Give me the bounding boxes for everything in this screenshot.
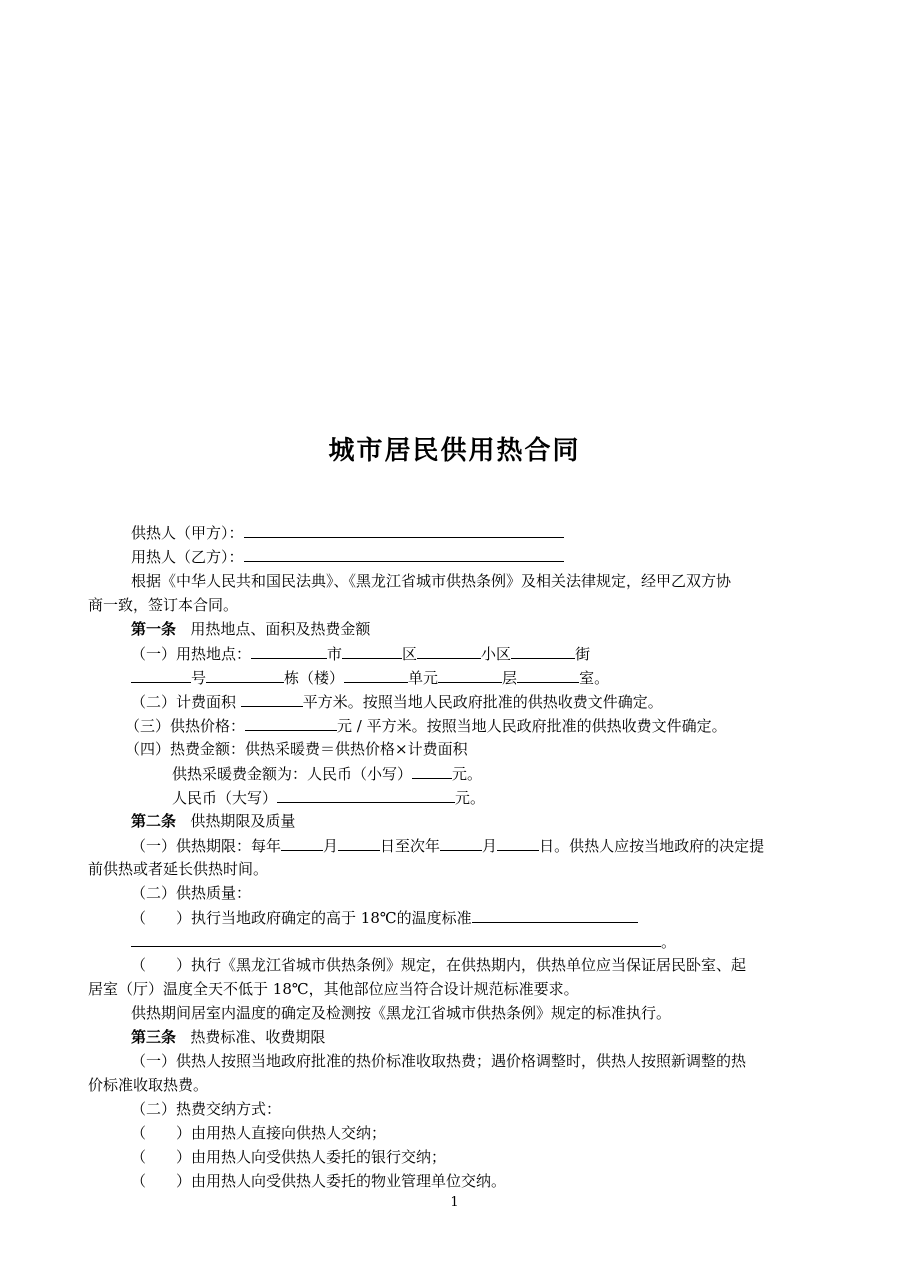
community-blank xyxy=(417,643,481,659)
fee-upper-label: 人民币（大写） xyxy=(172,789,278,807)
article-3-number: 第三条 xyxy=(131,1028,177,1046)
price-label: （三）供热价格： xyxy=(125,717,246,735)
number-blank xyxy=(131,667,191,683)
party-a-label: 供热人（甲方）： xyxy=(131,524,244,542)
party-b-blank xyxy=(244,546,564,562)
quality-option-1-end: 。 xyxy=(661,933,677,951)
party-b-label: 用热人（乙方）： xyxy=(131,548,244,566)
area-blank xyxy=(241,691,303,707)
fee-amount-lower-line xyxy=(172,763,482,784)
city-blank xyxy=(251,643,327,659)
article-2-number: 第二条 xyxy=(131,812,177,830)
page-number: 1 xyxy=(450,1195,459,1210)
unit-blank xyxy=(344,667,408,683)
city-label: 市 xyxy=(327,645,343,663)
article-3-item-1-line-1: （一）供热人按照当地政府批准的热价标准收取热费；遇价格调整时，供热人按照新调整的热 xyxy=(131,1052,747,1070)
article-1-number: 第一条 xyxy=(131,620,177,638)
fee-upper-unit: 元。 xyxy=(455,789,486,807)
fee-lower-label: 供热采暖费金额为：人民币（小写） xyxy=(172,765,413,783)
community-label: 小区 xyxy=(481,645,512,663)
unit-label: 单元 xyxy=(408,669,439,687)
party-b-line xyxy=(131,546,564,567)
article-1-item-2 xyxy=(131,691,663,712)
article-2-heading xyxy=(131,811,295,831)
floor-label: 层 xyxy=(502,669,518,687)
quality-option-1-blank-2 xyxy=(131,931,661,947)
article-2-item-2: （二）供热质量： xyxy=(131,884,252,902)
article-2-item-1-line-2: 前供热或者延长供热时间。 xyxy=(88,860,269,878)
fee-lower-blank xyxy=(412,763,452,779)
quality-option-2-line-1: （ ）执行《黑龙江省城市供热条例》规定，在供热期内，供热单位应当保证居民卧室、起 xyxy=(131,956,747,974)
article-3-heading xyxy=(131,1027,325,1047)
area-text: 平方米。按照当地人民政府批准的供热收费文件确定。 xyxy=(302,693,663,711)
article-1-title: 用热地点、面积及热费金额 xyxy=(190,620,371,638)
party-a-blank xyxy=(244,522,564,538)
street-blank xyxy=(511,643,575,659)
payment-option-direct: （ ）由用热人直接向供热人交纳； xyxy=(131,1124,387,1142)
street-label: 街 xyxy=(575,645,591,663)
location-label: （一）用热地点： xyxy=(131,645,252,663)
payment-option-property: （ ）由用热人向受供热人委托的物业管理单位交纳。 xyxy=(131,1172,507,1190)
end-month-label: 月 xyxy=(482,837,498,855)
article-1-item-4: （四）热费金额：供热采暖费＝供热价格×计费面积 xyxy=(125,740,468,758)
period-label: （一）供热期限：每年 xyxy=(131,837,282,855)
district-blank xyxy=(342,643,402,659)
quality-option-1-blank xyxy=(472,907,638,923)
fee-amount-upper-line xyxy=(172,787,485,808)
building-blank xyxy=(206,667,284,683)
article-1-item-3 xyxy=(125,715,727,736)
area-label: （二）计费面积 xyxy=(131,693,237,711)
start-day-blank xyxy=(338,835,380,851)
start-day-label: 日至次年 xyxy=(380,837,441,855)
article-1-item-1-line-1 xyxy=(131,643,590,664)
price-text: 元 / 平方米。按照当地人民政府批准的供热收费文件确定。 xyxy=(337,717,727,735)
room-blank xyxy=(517,667,579,683)
start-month-label: 月 xyxy=(323,837,339,855)
payment-option-bank: （ ）由用热人向受供热人委托的银行交纳； xyxy=(131,1148,447,1166)
end-day-label: 日。供热人应按当地政府的决定提 xyxy=(539,837,765,855)
quality-option-2-line-2: 居室（厅）温度全天不低于 18℃，其他部位应当符合设计规范标准要求。 xyxy=(88,980,579,998)
building-label: 栋（楼） xyxy=(284,669,345,687)
end-month-blank xyxy=(440,835,482,851)
document-title: 城市居民供用热合同 xyxy=(328,436,581,466)
party-a-line xyxy=(131,522,564,543)
preamble-line-2: 商一致，签订本合同。 xyxy=(88,596,239,614)
fee-lower-unit: 元。 xyxy=(452,765,483,783)
article-2-title: 供热期限及质量 xyxy=(190,812,296,830)
article-3-title: 热费标准、收费期限 xyxy=(190,1028,326,1046)
start-month-blank xyxy=(281,835,323,851)
end-day-blank xyxy=(497,835,539,851)
district-label: 区 xyxy=(402,645,418,663)
room-label: 室。 xyxy=(579,669,610,687)
number-label: 号 xyxy=(191,669,207,687)
quality-option-1-text: （ ）执行当地政府确定的高于 18℃的温度标准 xyxy=(131,909,472,927)
quality-option-1-line-1 xyxy=(131,907,638,928)
article-1-item-1-line-2 xyxy=(131,667,609,688)
preamble-line-1: 根据《中华人民共和国民法典》、《黑龙江省城市供热条例》及相关法律规定，经甲乙双方协 xyxy=(131,572,732,590)
article-3-item-2: （二）热费交纳方式： xyxy=(131,1100,282,1118)
quality-option-1-line-2 xyxy=(131,931,676,952)
article-1-heading xyxy=(131,619,370,639)
article-2-item-1-line-1 xyxy=(131,835,764,856)
article-3-item-1-line-2: 价标准收取热费。 xyxy=(88,1076,209,1094)
article-2-temperature-note: 供热期间居室内温度的确定及检测按《黑龙江省城市供热条例》规定的标准执行。 xyxy=(131,1004,672,1022)
price-blank xyxy=(245,715,337,731)
floor-blank xyxy=(438,667,502,683)
fee-upper-blank xyxy=(277,787,455,803)
